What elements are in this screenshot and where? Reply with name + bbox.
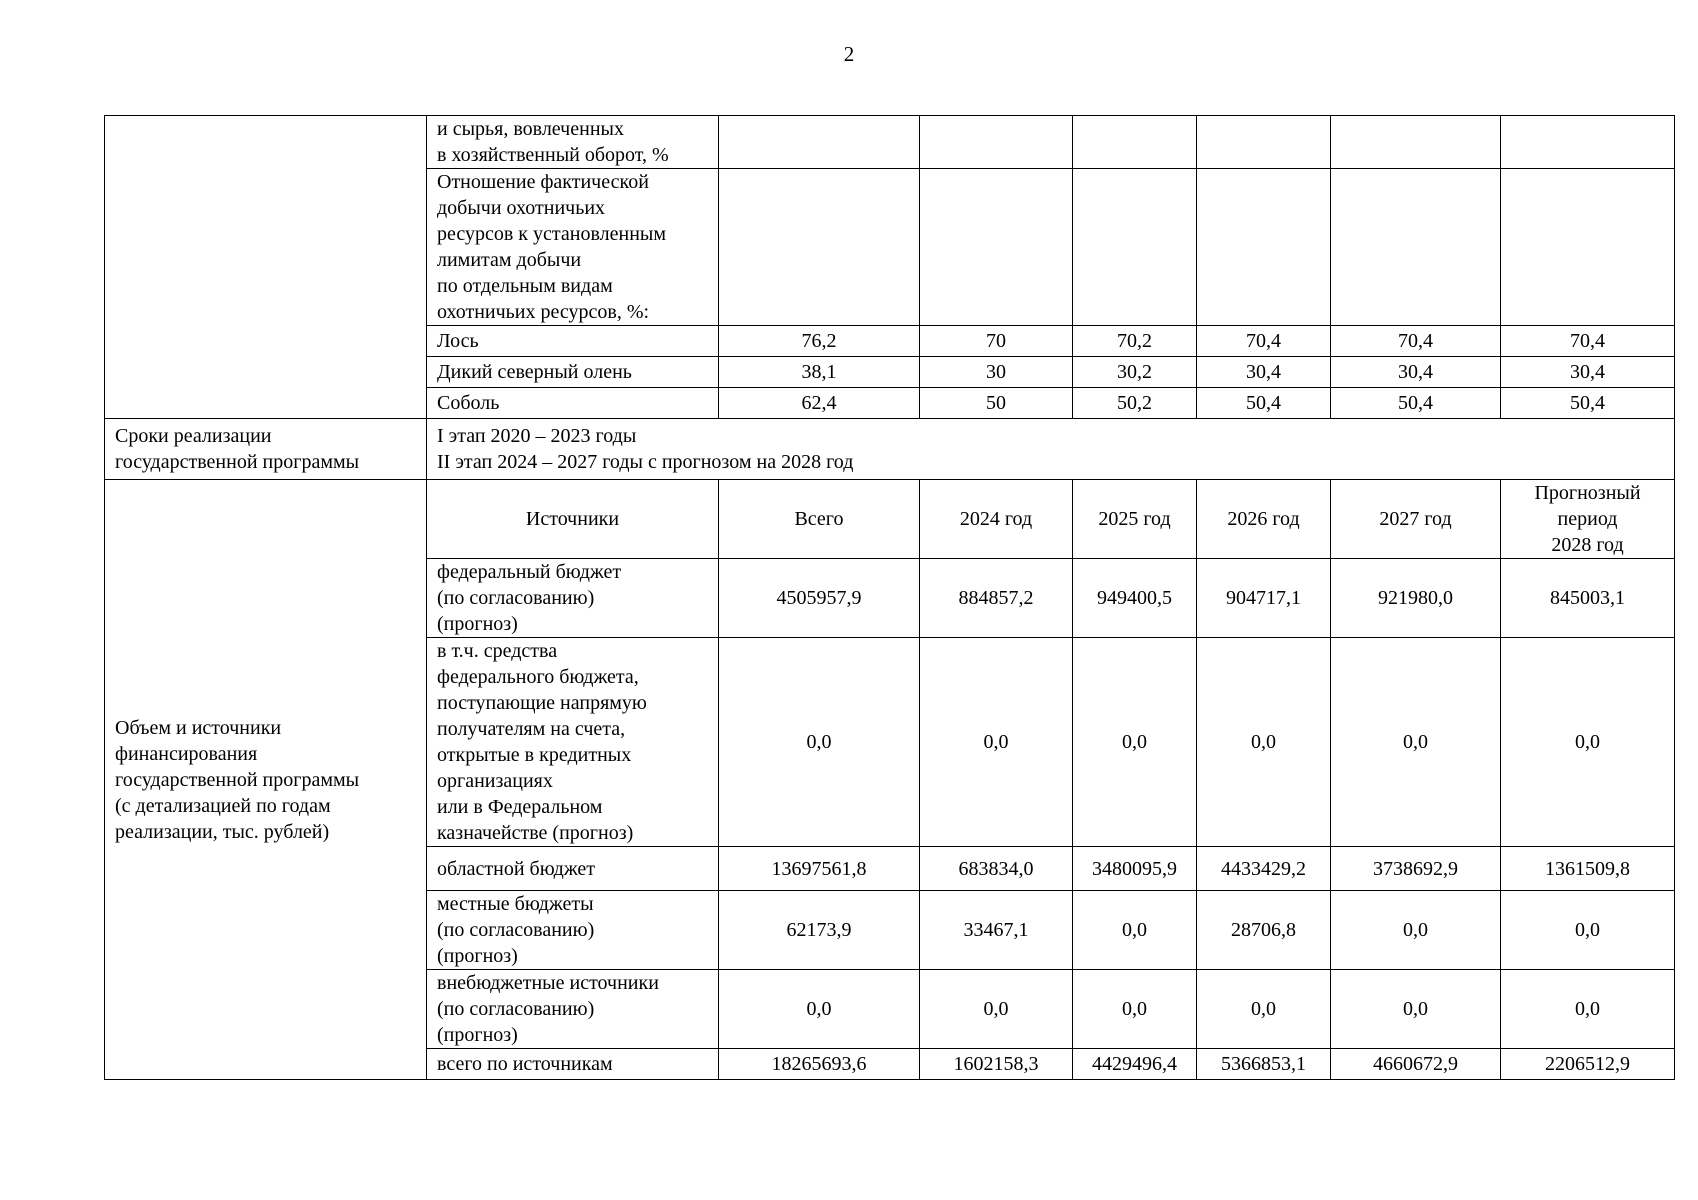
value-cell: 1361509,8 [1501, 847, 1675, 891]
indicator-name: и сырья, вовлеченных в хозяйственный оборот, % [427, 116, 719, 169]
column-header: Источники [427, 480, 719, 559]
value-cell: 0,0 [1501, 891, 1675, 970]
source-name: в т.ч. средства федерального бюджета, поступающие напрямую получателям на счета, открытые в кредитных организациях или в Федеральном казначействе (прогноз) [427, 638, 719, 847]
source-name: областной бюджет [427, 847, 719, 891]
value-cell: 0,0 [1073, 891, 1197, 970]
value-cell: 3738692,9 [1331, 847, 1501, 891]
column-header: Всего [719, 480, 920, 559]
value-cell: 949400,5 [1073, 559, 1197, 638]
column-header: Прогнозный период 2028 год [1501, 480, 1675, 559]
value-cell: 0,0 [1331, 638, 1501, 847]
value-cell: 30,4 [1197, 357, 1331, 388]
value-cell: 0,0 [920, 970, 1073, 1049]
program-passport-table [104, 115, 1675, 1080]
source-name: местные бюджеты (по согласованию) (прогноз) [427, 891, 719, 970]
value-cell: 50,4 [1331, 388, 1501, 419]
value-cell: 76,2 [719, 326, 920, 357]
value-cell: 30,2 [1073, 357, 1197, 388]
value-cell: 845003,1 [1501, 559, 1675, 638]
value-cell: 4505957,9 [719, 559, 920, 638]
value-cell: 0,0 [1197, 638, 1331, 847]
value-cell: 4429496,4 [1073, 1049, 1197, 1080]
value-cell: 921980,0 [1331, 559, 1501, 638]
value-cell: 70,4 [1331, 326, 1501, 357]
value-cell: 38,1 [719, 357, 920, 388]
indicator-name: Дикий северный олень [427, 357, 719, 388]
value-cell: 50,4 [1197, 388, 1331, 419]
financing-label: Объем и источники финансирования государственной программы (с детализацией по годам реализации, тыс. рублей) [105, 480, 427, 1080]
terms-row [105, 419, 1675, 480]
value-cell: 30 [920, 357, 1073, 388]
indicators-empty-label-cell [105, 116, 427, 419]
value-cell: 0,0 [1197, 970, 1331, 1049]
source-name: внебюджетные источники (по согласованию) (прогноз) [427, 970, 719, 1049]
value-cell: 50,4 [1501, 388, 1675, 419]
source-name: всего по источникам [427, 1049, 719, 1080]
terms-label: Сроки реализации государственной программы [105, 419, 427, 480]
value-cell: 28706,8 [1197, 891, 1331, 970]
value-cell: 62,4 [719, 388, 920, 419]
value-cell: 0,0 [1073, 638, 1197, 847]
value-cell: 70 [920, 326, 1073, 357]
value-cell: 1602158,3 [920, 1049, 1073, 1080]
value-cell: 2206512,9 [1501, 1049, 1675, 1080]
indicator-name: Отношение фактической добычи охотничьих ресурсов к установленным лимитам добычи по отдельным видам охотничьих ресурсов, %: [427, 169, 719, 326]
financing-header-row [105, 480, 1675, 559]
value-cell: 0,0 [719, 638, 920, 847]
value-cell: 70,4 [1197, 326, 1331, 357]
value-cell: 18265693,6 [719, 1049, 920, 1080]
value-cell: 0,0 [719, 970, 920, 1049]
value-cell: 0,0 [1501, 970, 1675, 1049]
page-number: 2 [843, 42, 855, 66]
value-cell: 0,0 [1331, 970, 1501, 1049]
value-cell: 0,0 [1501, 638, 1675, 847]
value-cell: 30,4 [1501, 357, 1675, 388]
column-header: 2027 год [1331, 480, 1501, 559]
value-cell: 33467,1 [920, 891, 1073, 970]
indicator-row-raw-materials [105, 116, 1675, 169]
value-cell: 904717,1 [1197, 559, 1331, 638]
value-cell: 4660672,9 [1331, 1049, 1501, 1080]
value-cell: 70,4 [1501, 326, 1675, 357]
terms-text: I этап 2020 – 2023 годы II этап 2024 – 2027 годы с прогнозом на 2028 год [427, 419, 1675, 480]
value-cell: 0,0 [1331, 891, 1501, 970]
value-cell: 13697561,8 [719, 847, 920, 891]
value-cell: 3480095,9 [1073, 847, 1197, 891]
indicator-name: Соболь [427, 388, 719, 419]
value-cell: 50,2 [1073, 388, 1197, 419]
value-cell: 884857,2 [920, 559, 1073, 638]
value-cell: 5366853,1 [1197, 1049, 1331, 1080]
value-cell: 30,4 [1331, 357, 1501, 388]
column-header: 2026 год [1197, 480, 1331, 559]
value-cell: 70,2 [1073, 326, 1197, 357]
value-cell: 50 [920, 388, 1073, 419]
source-name: федеральный бюджет (по согласованию) (прогноз) [427, 559, 719, 638]
value-cell: 62173,9 [719, 891, 920, 970]
indicator-name: Лось [427, 326, 719, 357]
value-cell: 0,0 [920, 638, 1073, 847]
value-cell: 683834,0 [920, 847, 1073, 891]
value-cell: 0,0 [1073, 970, 1197, 1049]
column-header: 2024 год [920, 480, 1073, 559]
column-header: 2025 год [1073, 480, 1197, 559]
value-cell: 4433429,2 [1197, 847, 1331, 891]
